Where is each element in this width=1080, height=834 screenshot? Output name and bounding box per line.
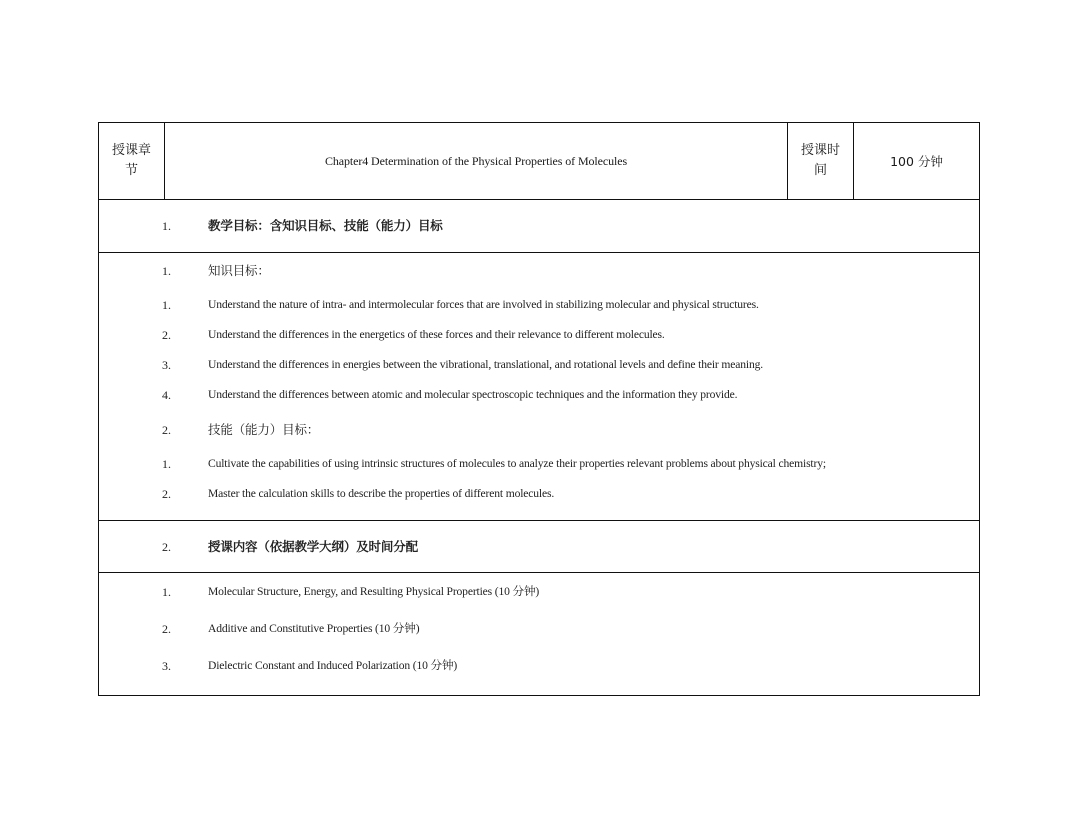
lesson-plan-table <box>98 122 980 696</box>
list-item-text: Understand the differences between atomic and molecular spectroscopic techniques and the information they provide. <box>208 388 738 401</box>
list-item <box>99 294 979 316</box>
list-number: 2. <box>162 328 171 342</box>
section-label-cell <box>99 123 165 199</box>
section-number: 1. <box>162 219 171 233</box>
objectives-heading: 教学目标：含知识目标、技能（能力）目标 <box>208 218 443 233</box>
list-number: 2. <box>162 487 171 501</box>
list-number: 2. <box>162 423 171 437</box>
list-item <box>99 618 979 640</box>
skills-heading: 技能（能力）目标： <box>208 422 320 437</box>
knowledge-heading: 知识目标： <box>208 263 270 278</box>
objectives-heading-band <box>99 200 979 253</box>
content-heading-band <box>99 520 979 573</box>
knowledge-heading-row <box>99 260 979 282</box>
list-item <box>99 581 979 603</box>
list-number: 1. <box>162 585 171 599</box>
list-item-text: Understand the nature of intra- and intermolecular forces that are involved in stabilizing molecular and physical structures. <box>208 298 759 311</box>
list-item-text: Understand the differences in the energetics of these forces and their relevance to different molecules. <box>208 328 665 341</box>
list-number: 3. <box>162 358 171 372</box>
list-item <box>99 324 979 346</box>
list-item-text: Molecular Structure, Energy, and Resulting Physical Properties (10 分钟) <box>208 585 540 598</box>
objectives-heading-row <box>99 215 979 237</box>
list-item <box>99 384 979 406</box>
header-row <box>99 123 979 200</box>
list-item-text: Dielectric Constant and Induced Polarization (10 分钟) <box>208 659 458 672</box>
list-item <box>99 655 979 677</box>
skills-heading-row <box>99 419 979 441</box>
section-number: 2. <box>162 540 171 554</box>
content-heading: 授课内容（依据教学大纲）及时间分配 <box>208 539 418 554</box>
chapter-title: Chapter4 Determination of the Physical Properties of Molecules <box>324 153 628 168</box>
list-number: 1. <box>162 264 171 278</box>
duration-value-cell <box>854 123 979 199</box>
list-number: 4. <box>162 388 171 402</box>
duration-label-cell <box>788 123 854 199</box>
duration-label: 授课时间 <box>800 143 840 178</box>
list-item <box>99 354 979 376</box>
list-item-text: Additive and Constitutive Properties (10 分钟) <box>208 622 420 635</box>
list-item-text: Understand the differences in energies between the vibrational, translational, and rotational levels and define their meaning. <box>208 358 764 371</box>
list-number: 1. <box>162 298 171 312</box>
list-number: 1. <box>162 457 171 471</box>
section-label: 授课章节 <box>111 143 151 178</box>
list-item-text: Cultivate the capabilities of using intrinsic structures of molecules to analyze their properties relevant problems about physical chemistry; <box>208 457 826 470</box>
list-item <box>99 483 979 505</box>
content-heading-row <box>99 536 979 558</box>
list-item-text: Master the calculation skills to describe the properties of different molecules. <box>208 487 555 500</box>
chapter-title-cell <box>165 123 788 199</box>
list-number: 3. <box>162 659 171 673</box>
list-item <box>99 453 979 475</box>
duration-value: 100 分钟 <box>890 154 943 169</box>
list-number: 2. <box>162 622 171 636</box>
